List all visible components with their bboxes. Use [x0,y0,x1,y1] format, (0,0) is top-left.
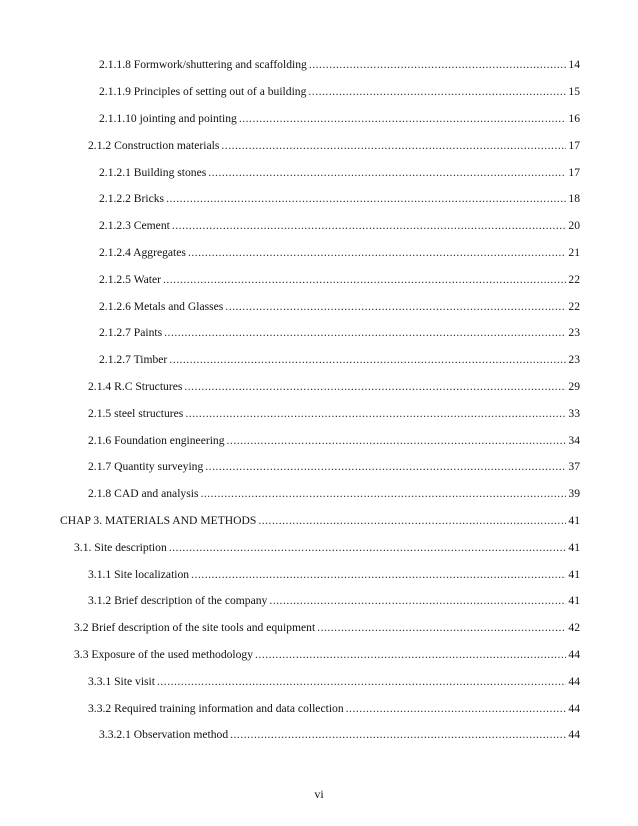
toc-entry-page: 15 [568,85,580,99]
toc-entry[interactable] [0,266,638,293]
toc-entry-title: 2.1.2.2 Bricks [99,192,165,206]
toc-entry-page: 44 [568,728,580,742]
toc-entry[interactable] [0,106,638,133]
toc-entry[interactable] [0,427,638,454]
toc-dot-leader [346,702,567,716]
toc-dot-leader [309,58,567,72]
toc-entry-title: 3.3.1 Site visit [88,674,155,688]
table-of-contents [0,52,638,749]
toc-entry[interactable] [0,132,638,159]
toc-dot-leader [308,85,566,99]
toc-entry-page: 16 [568,111,580,125]
toc-entry-page: 20 [568,219,580,233]
toc-entry-title: 3.1.2 Brief description of the company [88,594,268,608]
toc-entry-title: 2.1.5 steel structures [88,406,184,420]
toc-entry-title: 2.1.1.9 Principles of setting out of a building [99,85,307,99]
toc-dot-leader [166,192,566,206]
toc-dot-leader [227,434,567,448]
toc-entry-page: 18 [568,192,580,206]
toc-entry-page: 41 [568,540,580,554]
toc-dot-leader [208,166,566,180]
toc-entry-page: 42 [568,621,580,635]
toc-entry-page: 41 [568,567,580,581]
toc-entry-title: 2.1.4 R.C Structures [88,379,183,393]
toc-entry-page: 23 [568,353,580,367]
toc-entry-page: 17 [568,165,580,179]
toc-entry[interactable] [0,374,638,401]
toc-entry-page: 22 [568,272,580,286]
toc-entry-page: 41 [568,513,580,527]
toc-entry-page: 39 [568,487,580,501]
toc-entry-title: 2.1.6 Foundation engineering [88,433,225,447]
toc-dot-leader [185,407,566,421]
toc-dot-leader [221,139,566,153]
toc-entry-title: 3.1. Site description [74,540,167,554]
toc-dot-leader [172,219,567,233]
toc-entry-title: 2.1.2 Construction materials [88,138,220,152]
toc-dot-leader [239,112,567,126]
toc-entry-page: 21 [568,245,580,259]
toc-entry[interactable] [0,722,638,749]
toc-entry-page: 23 [568,326,580,340]
toc-entry-page: 17 [568,138,580,152]
toc-entry-title: 2.1.2.3 Cement [99,219,170,233]
toc-dot-leader [184,380,566,394]
toc-dot-leader [269,594,566,608]
toc-entry[interactable] [0,400,638,427]
toc-entry-page: 44 [568,647,580,661]
toc-dot-leader [188,246,566,260]
toc-entry[interactable] [0,79,638,106]
toc-entry-title: 2.1.2.5 Water [99,272,161,286]
toc-entry-title: 3.3.2.1 Observation method [99,728,229,742]
toc-entry[interactable] [0,588,638,615]
toc-entry-title: 3.1.1 Site localization [88,567,190,581]
toc-dot-leader [169,353,566,367]
toc-entry[interactable] [0,561,638,588]
toc-entry-title: 3.3.2 Required training information and data collection [88,701,344,715]
toc-dot-leader [230,728,566,742]
toc-entry-page: 22 [568,299,580,313]
toc-entry-title: CHAP 3. MATERIALS AND METHODS [60,513,257,527]
toc-chapter-entry[interactable] [0,508,638,535]
toc-entry-title: 2.1.2.6 Metals and Glasses [99,299,224,313]
toc-dot-leader [157,675,566,689]
toc-entry-page: 44 [568,701,580,715]
toc-entry[interactable] [0,481,638,508]
toc-dot-leader [164,326,566,340]
toc-entry[interactable] [0,347,638,374]
toc-entry-page: 34 [568,433,580,447]
toc-entry-page: 14 [568,58,580,72]
toc-entry[interactable] [0,668,638,695]
toc-entry-title: 2.1.1.10 jointing and pointing [99,111,237,125]
toc-entry[interactable] [0,159,638,186]
toc-entry[interactable] [0,293,638,320]
toc-entry-title: 2.1.2.7 Timber [99,353,168,367]
toc-entry-page: 41 [568,594,580,608]
toc-entry-title: 2.1.2.1 Building stones [99,165,207,179]
toc-dot-leader [255,648,566,662]
toc-entry[interactable] [0,186,638,213]
toc-entry[interactable] [0,213,638,240]
toc-entry-title: 2.1.1.8 Formwork/shuttering and scaffolding [99,58,307,72]
page-number: vi [314,787,324,801]
toc-entry-page: 44 [568,674,580,688]
toc-entry-title: 2.1.2.7 Paints [99,326,163,340]
toc-dot-leader [225,300,566,314]
toc-dot-leader [163,273,566,287]
toc-entry[interactable] [0,240,638,267]
toc-entry[interactable] [0,534,638,561]
toc-entry-title: 2.1.2.4 Aggregates [99,245,186,259]
toc-entry-title: 2.1.7 Quantity surveying [88,460,204,474]
toc-entry[interactable] [0,320,638,347]
toc-entry-title: 2.1.8 CAD and analysis [88,487,199,501]
toc-dot-leader [258,514,566,528]
toc-entry[interactable] [0,695,638,722]
toc-entry[interactable] [0,615,638,642]
toc-entry-page: 37 [568,460,580,474]
toc-dot-leader [169,541,567,555]
toc-entry[interactable] [0,52,638,79]
toc-entry-page: 33 [568,406,580,420]
toc-dot-leader [317,621,566,635]
toc-entry[interactable] [0,454,638,481]
toc-entry[interactable] [0,642,638,669]
toc-entry-page: 29 [568,379,580,393]
toc-entry-title: 3.2 Brief description of the site tools and equipment [74,621,316,635]
toc-dot-leader [191,568,566,582]
toc-entry-title: 3.3 Exposure of the used methodology [74,647,254,661]
toc-dot-leader [200,487,566,501]
toc-dot-leader [205,460,566,474]
